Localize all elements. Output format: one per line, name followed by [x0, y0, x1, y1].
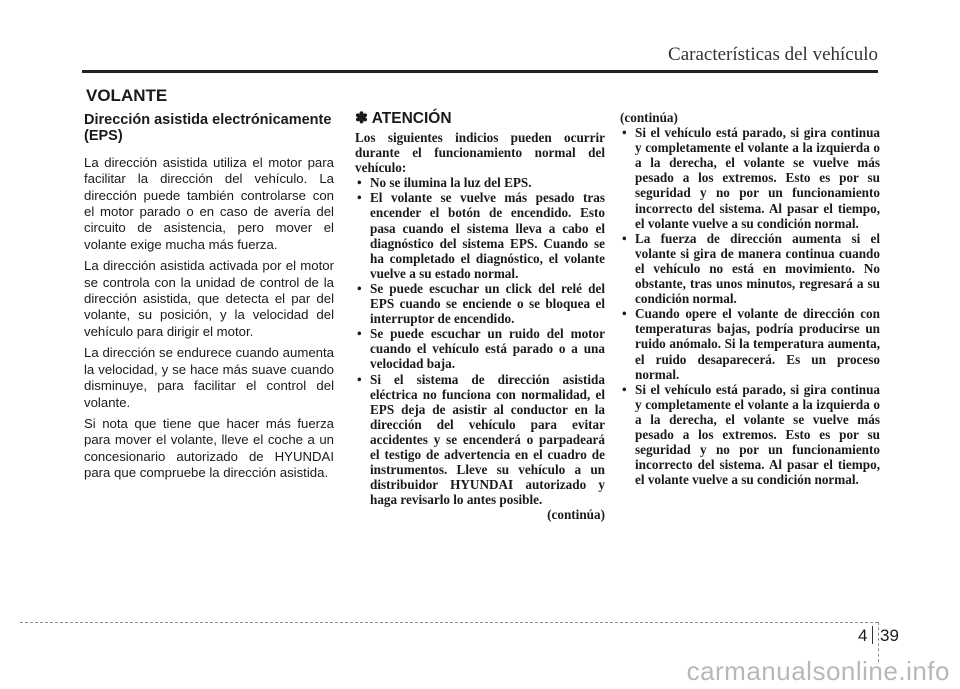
- continued-note: (continúa): [620, 110, 678, 125]
- column-left: [84, 112, 334, 487]
- chapter-number: 4: [858, 626, 868, 645]
- list-item: • Cuando opere el volante de dirección con temperaturas bajas, podría producirse un ruido anómalo. Si la temperatura aumenta, el ruido desaparecerá. Es un proceso normal.: [620, 306, 880, 381]
- header-title: Características del vehículo: [668, 44, 878, 65]
- attention-heading: ✽ ATENCIÓN: [355, 110, 452, 127]
- list-item: • Si el vehículo está parado, si gira continua y completamente el volante a la izquierda o a la derecha, el volante se vuelve más pesado a los extremos. Esto es por su seguridad y no por un funcionamiento incorrecto del sistema. Al pasar el tiempo, el volante vuelve a su condición normal.: [620, 125, 880, 231]
- section-title: VOLANTE: [86, 86, 168, 105]
- column-right: [620, 110, 880, 487]
- list-item: • No se ilumina la luz del EPS.: [355, 175, 605, 190]
- watermark: carmanualsonline.info: [686, 656, 950, 686]
- list-item: • Se puede escuchar un ruido del motor cuando el vehículo está parado o a una velocidad baja.: [355, 326, 605, 371]
- column-middle: [355, 110, 605, 522]
- paragraph: Si nota que tiene que hacer más fuerza para mover el volante, lleve el coche a un concesionario autorizado de HYUNDAI para que compruebe la dirección asistida.: [84, 415, 334, 481]
- attention-intro: Los siguientes indicios pueden ocurrir durante el funcionamiento normal del vehículo:: [355, 130, 605, 176]
- list-item: • Se puede escuchar un click del relé del EPS cuando se enciende o se bloquea el interruptor de encendido.: [355, 281, 605, 326]
- list-item: • El volante se vuelve más pesado tras encender el botón de encendido. Esto pasa cuando el sistema lleva a cabo el diagnóstico del sistema EPS. Cuando se ha completado el diagnóstico, el volante vuelve a su estado normal.: [355, 190, 605, 281]
- attention-list-continued: [620, 125, 880, 487]
- paragraph: La dirección se endurece cuando aumenta la velocidad, y se hace más suave cuando disminuye, para facilitar el control del volante.: [84, 345, 334, 410]
- page-separator: [872, 626, 873, 644]
- paragraph: La dirección asistida utiliza el motor para facilitar la dirección del vehículo. La dirección puede también controlarse con el motor parado o en caso de avería del circuito de asistencia, pero mover el volante exige mucha más fuerza.: [84, 154, 334, 252]
- page-number: 39: [880, 626, 899, 645]
- paragraph: La dirección asistida activada por el motor se controla con la unidad de control de la dirección asistida, que detecta el par del volante, su posición, y la velocidad del vehículo para dirigir el motor.: [84, 258, 334, 339]
- list-item: • La fuerza de dirección aumenta si el volante si gira de manera continua cuando el vehículo no está en movimiento. No obstante, tras unos minutos, regresará a su condición normal.: [620, 231, 880, 306]
- footer-rule: [20, 622, 878, 623]
- list-item: • Si el vehículo está parado, si gira continua y completamente el volante a la izquierda o a la derecha, el volante se vuelve más pesado a los extremos. Esto es por su seguridad y no por un funcionamiento incorrecto del sistema. Al pasar el tiempo, el volante vuelve a su condición normal.: [620, 382, 880, 488]
- header-rule: [82, 70, 878, 73]
- continues-note: (continúa): [547, 507, 605, 523]
- list-item: • Si el sistema de dirección asistida eléctrica no funciona con normalidad, el EPS deja de asistir al conductor en la dirección del vehículo para evitar accidentes y se encenderá o parpadeará el testigo de advertencia en el cuadro de instrumentos. Lleve su vehículo a un distribuidor HYUNDAI autorizado y haga revisarlo lo antes posible.: [355, 372, 605, 508]
- eps-heading: Dirección asistida electrónicamente (EPS): [84, 112, 332, 145]
- attention-list: [355, 175, 605, 507]
